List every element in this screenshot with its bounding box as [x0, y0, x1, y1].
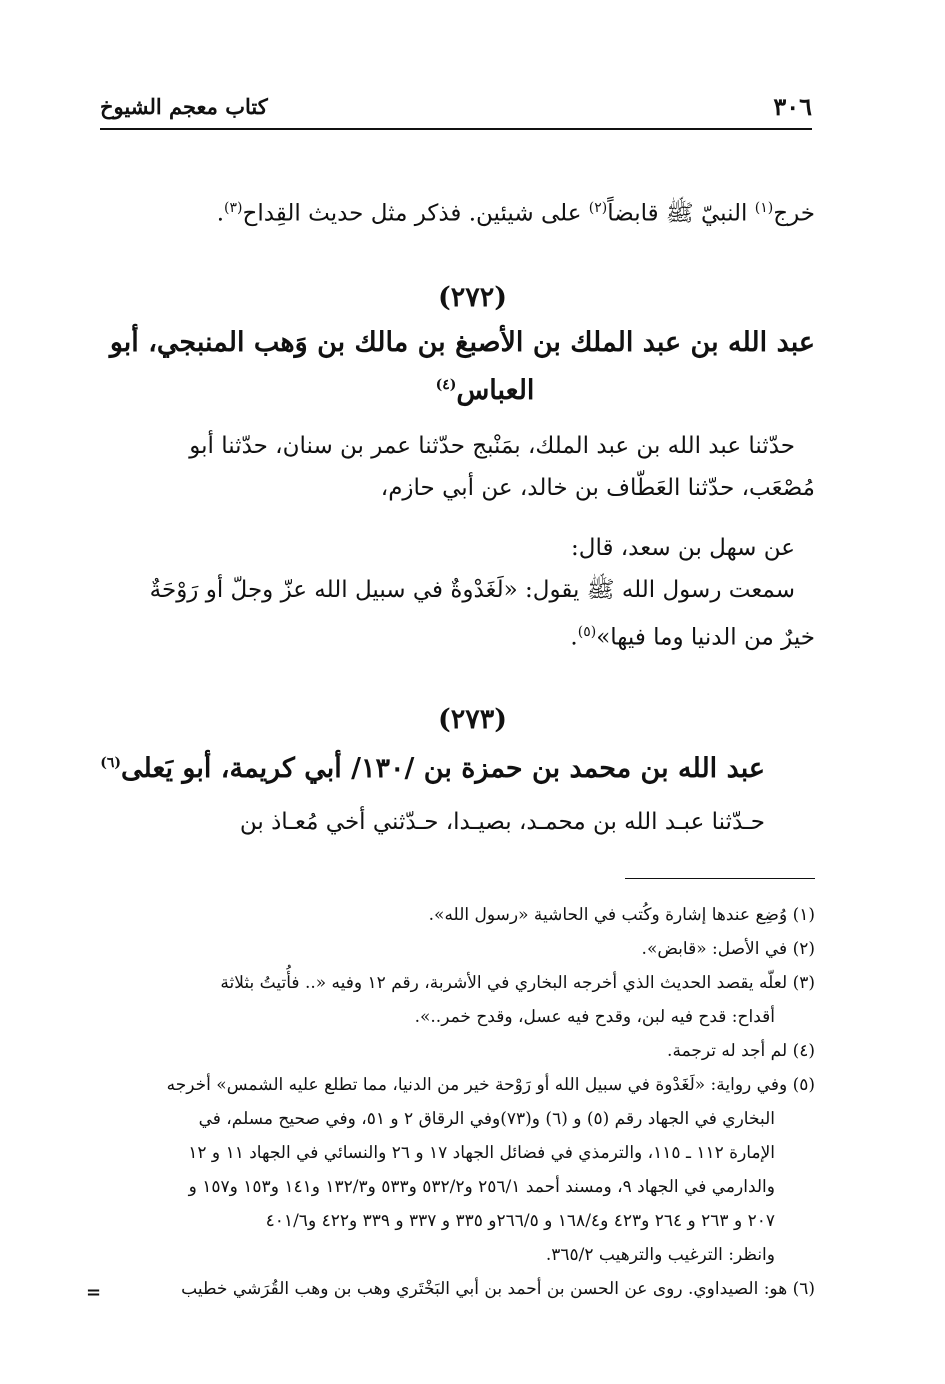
entry-272-heading: عبد الله بن عبد الملك بن الأصبغ بن مالك بن وَهب المنبجي، أبو العباس$^{(٤)}$: [109, 327, 815, 406]
footnote-5: (٥) وفي رواية: «لَغَدْوة في سبيل الله أو رَوْحة خير من الدنيا، مما تطلع عليه الشمس» أخرجه البخاري في الجهاد رقم (٥) و (٦) و(٧٣)وفي الرقاق ٢ و ٥١، وفي صحيح مسلم، في الإمارة ١١٢ ـ ١١٥، والترمذي في فضائل الجهاد ١٧ و ٢٦ والنسائي في الجهاد ١١ و ١٢ والدارمي في الجهاد ٩، ومسند أحمد ٢٥٦/١ و٥٣٢/٢ و٥٣٣ و١٣٢/٣ و١٤١ و١٥٣ و١٥٧ و ٢٠٧ و ٢٦٣ و ٢٦٤ و٤٢٣ و١٦٨/٤ و ٢٦٦/٥و ٣٣٥ و ٣٣٧ و ٣٣٩ و٤٢٢ و٤٠١/٦ وانظر: الترغيب والترهيب ٣٦٥/٢.: [166, 1075, 815, 1265]
footnote-divider: [625, 878, 815, 879]
footnote-ref-5: (٥): [577, 624, 597, 640]
page-header: [100, 92, 812, 126]
footnote-ref-6: (٦): [100, 755, 122, 771]
entry-272-body-line2: مُصْعَب، حدّثنا العَطّاف بن خالد، عن أبي حازم،: [380, 475, 815, 501]
running-title: كتاب معجم الشيوخ: [100, 94, 268, 119]
footnote-1: (١) وُضِع عندها إشارة وكُتب في الحاشية «رسول الله».: [428, 905, 815, 925]
footnote-ref-1: (١): [754, 200, 774, 216]
footnote-ref-2: (٢): [588, 200, 608, 216]
entry-272-body-line3: عن سهل بن سعد، قال:: [570, 535, 795, 561]
entry-273-body-line1: حـدّثنا عبـد الله بن محمـد، بصيـدا، حـدّثني أخي مُعـاذ بن: [239, 809, 765, 835]
entry-272-number: (٢٧٢): [437, 282, 508, 313]
footnote-ref-4: (٤): [435, 377, 457, 393]
footnote-4: (٤) لم أجد له ترجمة.: [667, 1041, 815, 1061]
footnote-6: (٦) هو: الصيداوي. روى عن الحسن بن أحمد بن أبي البَخْتَري وهب بن وهب القُرَشي خطيب: [181, 1279, 815, 1299]
entry-272-body-line5: خيرٌ من الدنيا وما فيها»$^{(٥)}$.: [570, 624, 815, 651]
page-number: ٣٠٦: [773, 92, 812, 121]
entry-272-body-line4: سمعت رسول الله ﷺ يقول: «لَغَدْوةٌ في سبيل الله عزّ وجلّ أو رَوْحَةٌ: [149, 577, 795, 603]
entry-273-number: (٢٧٣): [437, 704, 508, 735]
top-line: خرج$^{(١)}$ النبيّ ﷺ قابضاً$^{(٢)}$ على شيئين. فذكر مثل حديث القِداح$^{(٣)}$.: [216, 200, 815, 227]
entry-272-body-line1: حدّثنا عبد الله بن عبد الملك، بمَنْبج حدّثنا عمر بن سنان، حدّثنا أبو: [189, 433, 795, 459]
footnote-continuation-mark: =: [86, 1282, 102, 1303]
footnote-2: (٢) في الأصل: «قابض».: [641, 939, 815, 959]
footnote-ref-3: (٣): [224, 200, 243, 216]
entry-273-heading: عبد الله بن محمد بن حمزة بن /١٣٠/ أبي كريمة، أبو يَعلى$^{(٦)}$: [100, 753, 765, 784]
header-divider: [100, 128, 812, 130]
footnote-3: (٣) لعلّه يقصد الحديث الذي أخرجه البخاري في الأشربة، رقم ١٢ وفيه «.. فأُتيتُ بثلاثة أقداح: قدح فيه لبن، وقدح فيه عسل، وقدح خمر..».: [220, 973, 815, 1027]
footnotes: [103, 898, 815, 1306]
